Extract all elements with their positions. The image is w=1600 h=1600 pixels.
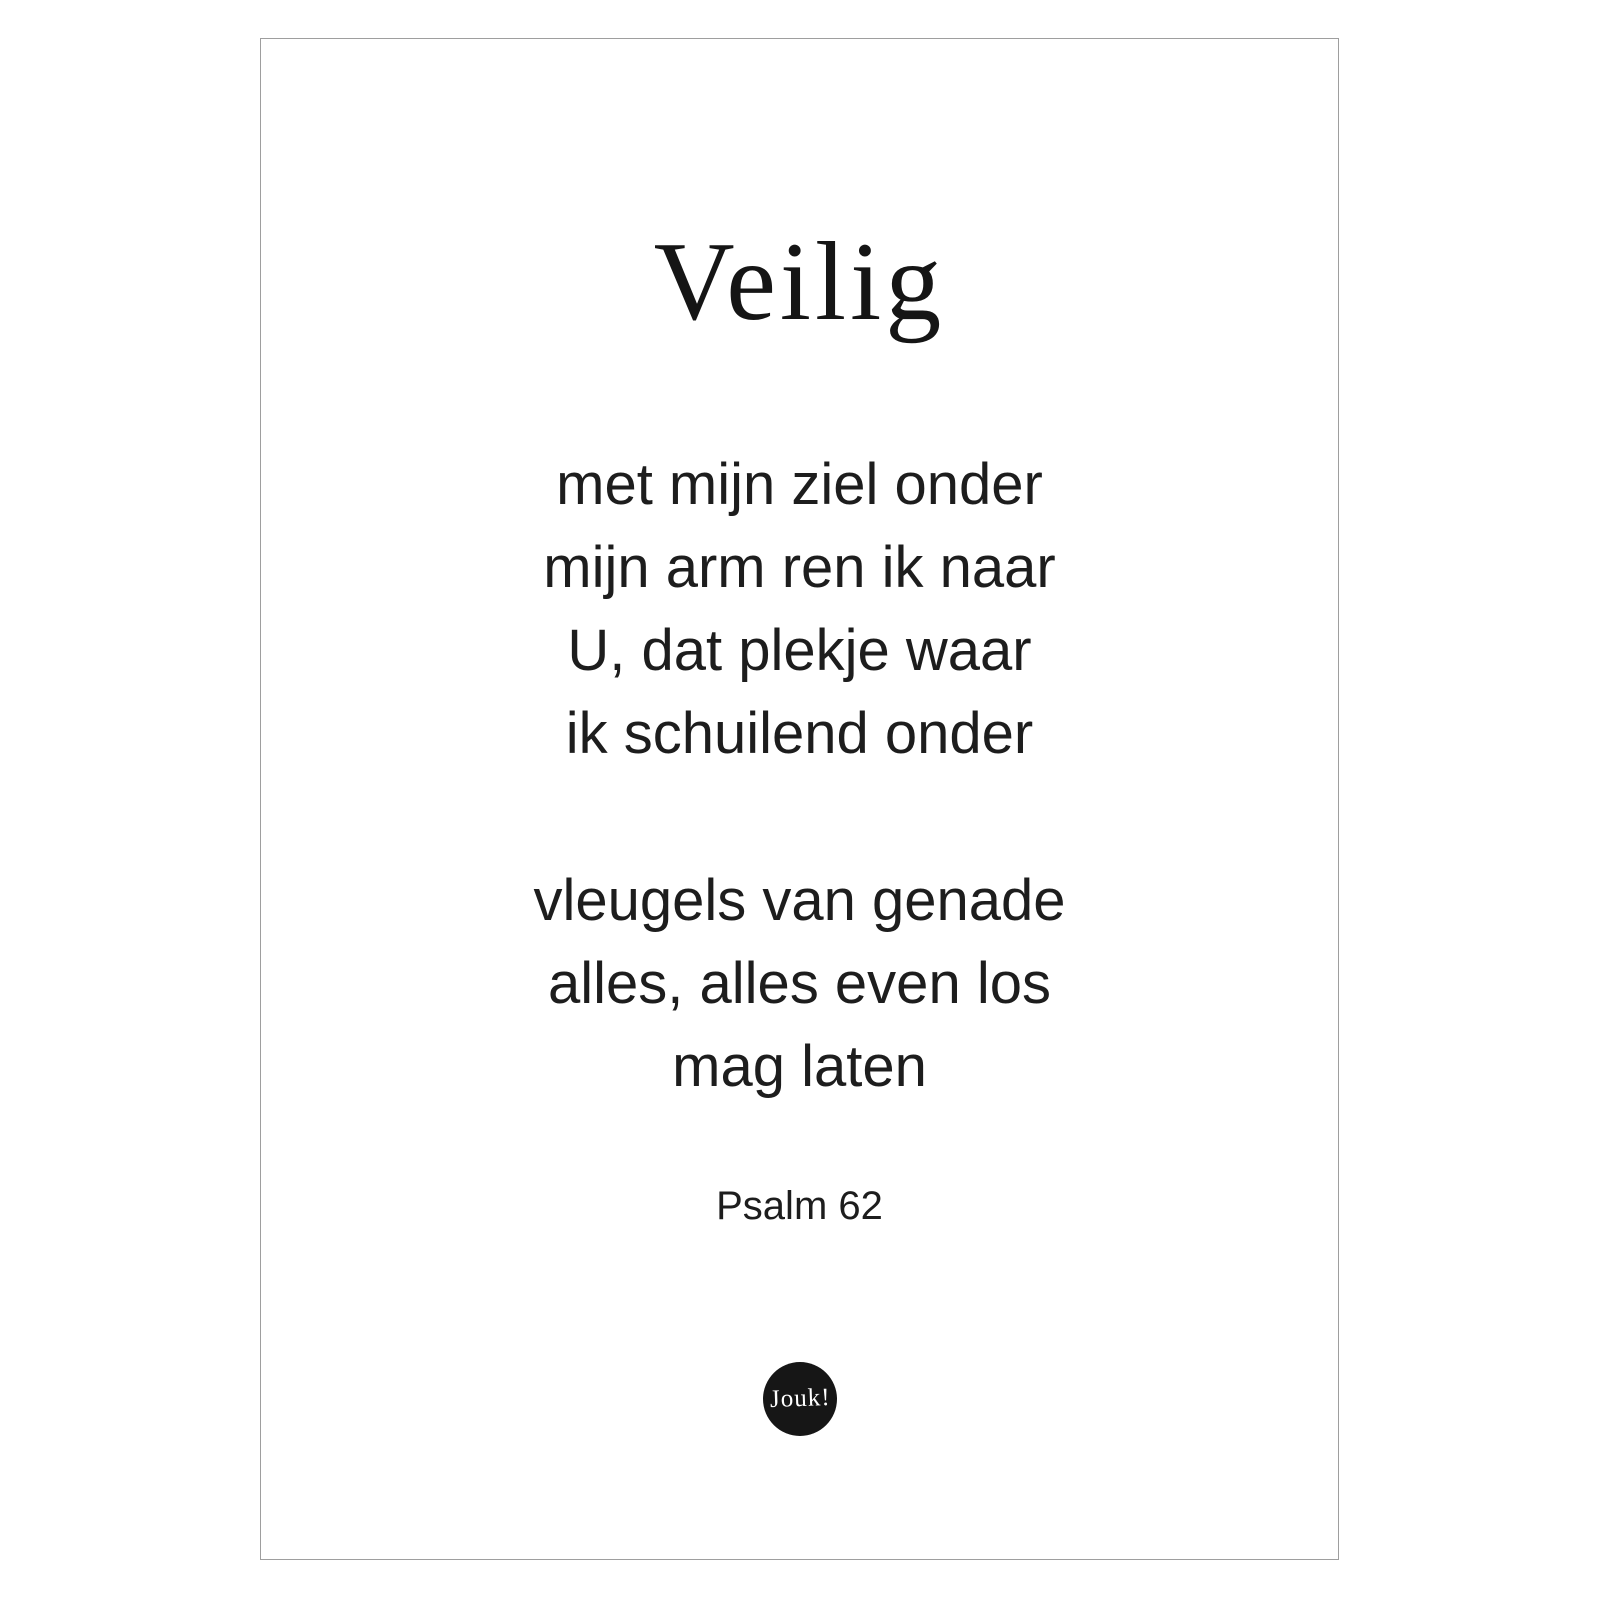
poem-stanza-1 [261, 443, 1338, 775]
attribution-text: Psalm 62 [716, 1184, 883, 1228]
jouk-logo-badge [763, 1362, 837, 1436]
poem-line: mag laten [672, 1034, 927, 1099]
poem-stanza-2 [261, 859, 1338, 1108]
poem-line: ik schuilend onder [565, 701, 1034, 766]
poem-title: Veilig [653, 220, 946, 344]
poster-card [260, 38, 1339, 1560]
poem-line: vleugels van genade [533, 868, 1066, 933]
poem-line: met mijn ziel onder [556, 452, 1043, 517]
poem-line: U, dat plekje waar [567, 618, 1032, 683]
jouk-logo-text: Jouk! [769, 1383, 831, 1414]
poem-line: mijn arm ren ik naar [543, 535, 1056, 600]
poem-line: alles, alles even los [548, 951, 1051, 1016]
